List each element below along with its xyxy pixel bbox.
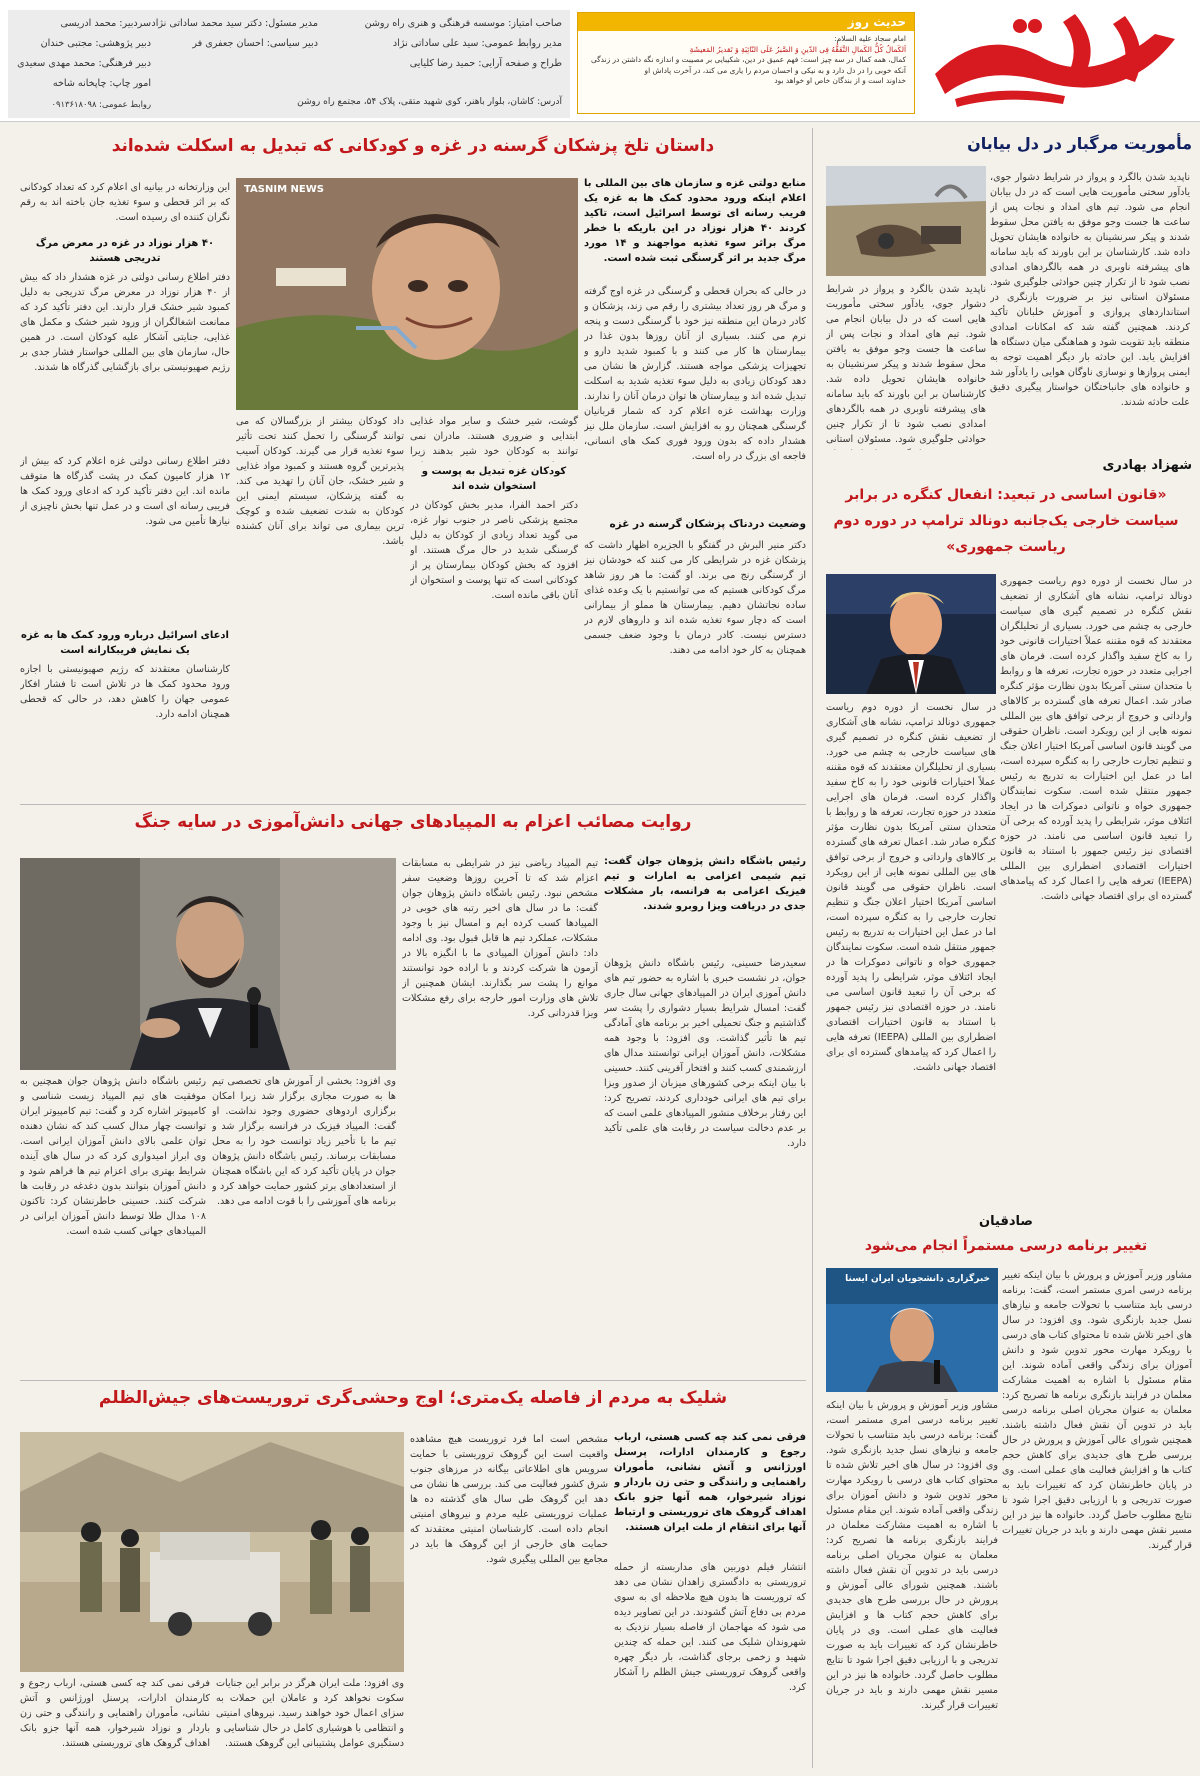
gaza-subhead: کودکان غزه تبدیل به پوست و استخوان شده اند [421,466,567,492]
hadith-box [577,12,915,114]
gaza-body: کارشناسان معتقدند که رژیم صهیونیستی با اجازه ورود محدود کمک ها در تلاش است تا فشار افکار عمومی جهان را کاهش دهد، در حالی که قحطی همچنان ادامه دارد. [20,664,230,720]
gaza-subhead: ادعای اسرائیل درباره ورود کمک ها به غزه یک نمایش فریبکارانه است [21,630,229,656]
gaza-body: دکتر منیر البرش در گفتگو با الجزیره اظهار داشت که پزشکان غزه در شرایطی کار می کنند که خودشان نیز از گرسنگی رنج می برند. او گفت: ما هر روز شاهد مرگ کودکانی هستیم که می توانستیم با یک وعده غذای ساده نجاتشان دهیم. بیمارستان ها مملو از بیمارانی است که دچار سوء تغذیه شده اند و داروهای لازم در دسترس نیست. کادر درمان با وجود ضعف جسمی همچنان به کار خود ادامه می دهند. [584,540,806,656]
gaza-title: داستان تلخ پزشکان گرسنه در غزه و کودکانی که تبدیل به اسکلت شده‌اند [111,136,715,156]
gaza-body: این وزارتخانه در بیانیه ای اعلام کرد که تعداد کودکانی که بر اثر قحطی و سوء تغذیه جان باخته اند به رقم نگران کننده ای رسیده است. [20,182,230,223]
gaza-body: دفتر اطلاع رسانی دولتی در غزه هشدار داد که بیش از ۴۰ هزار نوزاد در معرض مرگ تدریجی به دلیل کمبود شیر خشک قرار دارند. این دفتر تأکید کرد که ممانعت اشغالگران از ورود شیر خشک و مکمل های غذایی، جنایتی آشکار علیه کودکان است. در همین حال، سازمان های بین المللی خواستار فشار جدی بر رژیم صهیونیستی برای بازگشایی گذرگاه ها شدند. [20,272,230,373]
staff-line: مدیر روابط عمومی: سید علی ساداتی نژاد [392,38,562,49]
trump-photo [826,574,996,694]
staff-line: دبیر پژوهشی: مجتبی خندان [40,38,151,49]
article-kicker: صادقیان [979,1214,1033,1229]
olympiad-body: رئیس باشگاه دانش پژوهان جوان همچنین به موفقیت های تیم المپیاد زیست شناسی و کامپیوتر اشاره کرد و گفت: تیم کامپیوتر ایران توانست چهار مدال کسب کند که نشان دهنده توان علمی بالای دانش آموزان ایرانی است. وی ابراز امیدواری کرد که در سال های آینده شرایط بهتری برای اعزام تیم ها فراهم شود و دانش آموزان بتوانند بدون دغدغه در رقابت ها شرکت کنند. حسینی خاطرنشان کرد: تاکنون ۱۰۸ مدال طلا توسط دانش آموزان ایرانی در المپیادهای جهانی کسب شده است. [20,1076,206,1237]
militants-photo [20,1432,404,1672]
article-body: در سال نخست از دوره دوم ریاست جمهوری دونالد ترامپ، نشانه های آشکاری از تضعیف نقش کنگره در تصمیم گیری های سیاست خارجی به چشم می خورد. بسیاری از تحلیلگران معتقدند که قوه مقننه عملاً اختیارات قانونی خود را به کاخ سفید واگذار کرده است. فرمان های اجرایی متعدد در حوزه تجارت، تعرفه ها و روابط با متحدان سنتی آمریکا بدون نظارت مؤثر کنگره صادر شد. اعمال تعرفه های گسترده بر کالاهای وارداتی و خروج از برخی توافق های بین المللی نمونه هایی از این رویکرد است. ناظران حقوقی می گویند قانون اساسی آمریکا اختیار اعلان جنگ و تنظیم تجارت خارجی را به کنگره سپرده است، اما در عمل این اختیارات به تدریج به رئیس جمهور منتقل شده است. سکوت نمایندگان جمهوری خواه و ناتوانی دموکرات ها در ایجاد ائتلاف موثر، شرایطی را پدید آورده که برخی آن را تبعید قانون اساسی می نامند. در حوزه اقتصادی نیز رئیس جمهور با استناد به قانون اختیارات اقتصادی اضطراری بین المللی (IEEPA) تعرفه هایی را اعمال کرد که پیامدهای گسترده ای برای اقتصاد جهانی داشت. [1000,576,1192,902]
education-official-photo [826,1268,998,1392]
olympiad-title: روایت مصائب اعزام به المپیادهای جهانی دانش‌آموزی در سایه جنگ [134,812,692,832]
article-body-cont: ناپدید شدن بالگرد و پرواز در شرایط دشوار جوی، یادآور سختی مأموریت هایی است که در دل بیابان انجام می شود. تیم های امداد و نجات پس از ساعت ها جست وجو موفق به یافتن محل سقوط شدند و پیکر سرنشینان به خانواده هایشان تحویل داده شد. کارشناسان بر این باورند که باید سامانه های پیشرفته ناوبری در همه بالگردهای امدادی نصب شود تا از تکرار چنین حوادثی جلوگیری شود. مسئولان استانی [826,284,986,445]
staff-info [8,10,570,118]
staff-line: روابط عمومی: ۰۹۱۳۶۱۸۰۹۸ [51,99,151,109]
jaish-body: مشخص است اما فرد تروریست هیچ مشاهده واقعیت است این گروهک تروریستی با حمایت سرویس های اطلاعاتی بیگانه در مرزهای جنوب شرق کشور فعالیت می کند. بررسی ها نشان می دهد این گروهک طی سال های گذشته ده ها عملیات تروریستی علیه مردم و نیروهای امنیتی انجام داده است. کارشناسان امنیتی معتقدند که حمایت های خارجی از این گروهک ها باید در مجامع بین المللی پیگیری شود. [410,1434,608,1565]
article-body-cont: مشاور وزیر آموزش و پرورش با بیان اینکه تغییر برنامه درسی امری مستمر است، گفت: برنامه درسی باید متناسب با تحولات جامعه و نیازهای نسل جدید بازنگری شود. وی افزود: در سال های اخیر تلاش شده تا محتوای کتاب های درسی با رویکرد مهارت محور تدوین شود و دانش آموزان برای زندگی واقعی آماده شوند. این مقام مسئول با اشاره به اهمیت مشارکت معلمان در فرایند بازنگری برنامه ها تصریح کرد: معلمان به عنوان مجریان اصلی برنامه درسی باید در تدوین آن نقش فعال داشته باشند. همچنین شورای عالی آموزش و پرورش در حال بررسی طرح های جدیدی برای کاهش حجم کتاب ها و افزایش فعالیت های عملی است. وی در پایان خاطرنشان کرد که تغییرات باید به صورت تدریجی و با ارزیابی دقیق اجرا شود تا نتایج مطلوب حاصل گردد. خانواده ها نیز در این مسیر نقش مهمی دارند و باید در جریان تغییرات قرار گیرند. [826,1400,998,1711]
olympiad-official-photo [20,858,396,1070]
gaza-subhead: ۴۰ هزار نوزاد در غزه در معرض مرگ تدریجی هستند [35,238,215,264]
olympiad-body: وی افزود: بخشی از آموزش های تخصصی تیم ها به صورت مجازی برگزار شد زیرا امکان برگزاری اردوهای حضوری وجود نداشت. او گفت: المپیاد فیزیک در فرانسه برگزار شد و تیم ما با تأخیر زیاد توانست خود را به محل مسابقات برساند. رئیس باشگاه دانش پژوهان جوان در پایان تأکید کرد که این باشگاه همچنان از استعدادهای برتر کشور حمایت خواهد کرد و برنامه های آموزشی را با قوت ادامه می دهد. [212,1076,396,1207]
hadith-line: آنکه خوبی را در دل دارد و به نیکی و احسان مردم را یاری می کند، در آخرت پاداش او [644,65,906,75]
hadith-line: کمال، همه کمال در سه چیز است: فهم عمیق در دین، شکیبایی بر مصیبت و اندازه نگه داشتن در زندگی [590,55,906,65]
gaza-subhead: وضعیت دردناک پزشکان گرسنه در غزه [609,518,806,530]
jaish-body: فرقی نمی کند چه کسی هستی، ارباب رجوع و کارمندان ادارات، پرسنل اورژانس و آتش نشانی، مأموران راهنمایی و رانندگی و حتی زن باردار و نوزاد شیرخوار، همه آنها جزو بانک اهداف گروهک های تروریستی هستند. [20,1678,210,1749]
staff-address: آدرس: کاشان، بلوار باهنر، کوی شهید متقی، پلاک ۵۴، مجتمع راه روشن [297,97,562,107]
article-title: «قانون اساسی در تبعید: انفعال کنگره در برابر سیاست خارجی یک‌جانبه دونالد ترامپ در دوره دوم ریاست جمهوری» [833,487,1179,555]
jaish-title: شلیک به مردم از فاصله یک‌متری؛ اوج وحشی‌گری تروریست‌های جیش‌الظلم [98,1388,728,1408]
gaza-body: دکتر احمد الفرا، مدیر بخش کودکان در مجتمع پزشکی ناصر در جنوب نوار غزه، می گوید تعداد زیادی از کودکان به دلیل گرسنگی شدید در حال مرگ هستند. او افزود که بخش کودکان بیمارستان پر از کودکانی است که تنها پوست و استخوان از آنان باقی مانده است. [410,500,578,601]
article-body: مشاور وزیر آموزش و پرورش با بیان اینکه تغییر برنامه درسی امری مستمر است، گفت: برنامه درسی باید متناسب با تحولات جامعه و نیازهای نسل جدید بازنگری شود. وی افزود: در سال های اخیر تلاش شده تا محتوای کتاب های درسی با رویکرد مهارت محور تدوین شود و دانش آموزان برای زندگی واقعی آماده شوند. این مقام مسئول با اشاره به اهمیت مشارکت معلمان در فرایند بازنگری برنامه ها تصریح کرد: معلمان به عنوان مجریان اصلی برنامه درسی باید در تدوین آن نقش فعال داشته باشند. همچنین شورای عالی آموزش و پرورش در حال بررسی طرح های جدیدی برای کاهش حجم کتاب ها و افزایش فعالیت های عملی است. وی در پایان خاطرنشان کرد که تغییرات باید به صورت تدریجی و با ارزیابی دقیق اجرا شود تا نتایج مطلوب حاصل گردد. خانواده ها نیز در این مسیر نقش مهمی دارند و باید در جریان تغییرات قرار گیرند. [1002,1270,1192,1551]
olympiad-body: سعیدرضا حسینی، رئیس باشگاه دانش پژوهان جوان، در نشست خبری با اشاره به حضور تیم های دانش آموزی ایران در المپیادهای جهانی سال جاری گفت: امسال شرایط بسیار دشواری را پشت سر گذاشتیم و جنگ تحمیلی اخیر بر برنامه های آمادگی تیم ها تأثیر گذاشت. وی افزود: با وجود همه مشکلات، دانش آموزان ایرانی توانستند مدال های ارزشمندی کسب کنند و افتخار آفرینی کنند. حسینی با بیان اینکه برخی کشورهای میزبان از صدور ویزا برای تیم های ایرانی خودداری کردند، تصریح کرد: این رفتار برخلاف منشور المپیادهای علمی است که بر عدم دخالت سیاست در رقابت های علمی تأکید دارد. [604,958,806,1149]
article-kicker: شهزاد بهادری [1102,458,1192,473]
gaza-body: داد کودکان بیشتر از بزرگسالان که می توانند گرسنگی را تحمل کنند تحت تأثیر سوء تغذیه قرار می گیرند. کودکان آسیب پذیرترین گروه هستند و کمبود مواد غذایی و شیر خشک، جان آنان را تهدید می کند. به گفته پزشکان، سیستم ایمنی این کودکان به شدت تضعیف شده و کوچک ترین بیماری می تواند برای آنان کشنده باشد. [236,416,404,547]
staff-line: امور چاپ: چاپخانه شاخه [52,78,151,89]
article-title: مأموریت مرگبار در دل بیابان [967,134,1192,153]
hadith-title: حدیث روز [578,13,914,31]
hadith-line: امام سجاد علیه السلام: [834,34,906,43]
gaza-child-photo [236,178,578,410]
photo-label: TASNIM NEWS [244,184,324,195]
photo-caption: خبرگزاری دانشجویان ایران ایسنا [845,1274,990,1284]
gaza-lead: منابع دولتی غزه و سازمان های بین المللی با اعلام اینکه ورود محدود کمک ها به غزه یک فریب رسانه ای توسط اسرائیل است، تاکید کردند ۴۰ هزار نوزاد در این باریکه با خطر مرگ براثر سوء تغذیه مواجهند و ۱۴ مورد مرگ جدید بر اثر گرسنگی ثبت شده است. [584,178,806,264]
staff-line: دبیر فرهنگی: محمد مهدی سعیدی [17,58,151,69]
article-body-cont: در سال نخست از دوره دوم ریاست جمهوری دونالد ترامپ، نشانه های آشکاری از تضعیف نقش کنگره در تصمیم گیری های سیاست خارجی به چشم می خورد. بسیاری از تحلیلگران معتقدند که قوه مقننه عملاً اختیارات قانونی خود را به کاخ سفید واگذار کرده است. فرمان های اجرایی متعدد در حوزه تجارت، تعرفه ها و روابط با متحدان سنتی آمریکا بدون نظارت مؤثر کنگره صادر شد. اعمال تعرفه های گسترده بر کالاهای وارداتی و خروج از برخی توافق های بین المللی نمونه هایی از این رویکرد است. ناظران حقوقی می گویند قانون اساسی آمریکا اختیار اعلان جنگ و تنظیم تجارت خارجی را به کنگره سپرده است، اما در عمل این اختیارات به تدریج به رئیس جمهور منتقل شده است. سکوت نمایندگان جمهوری خواه و ناتوانی دموکرات ها در ایجاد ائتلاف موثر، شرایطی را پدید آورده که برخی آن را تبعید قانون اساسی می نامند. در حوزه اقتصادی نیز رئیس جمهور با استناد به قانون اختیارات اقتصادی اضطراری بین المللی (IEEPA) تعرفه هایی را اعمال کرد که پیامدهای گسترده ای برای اقتصاد جهانی داشت. [826,702,996,1073]
staff-line: طراح و صفحه آرایی: حمید رضا کلیایی [409,58,562,69]
crash-photo [826,166,986,276]
staff-line: مدیر مسئول: دکتر سید محمد ساداتی نژاد [151,18,318,29]
staff-line: صاحب امتیاز: موسسه فرهنگی و هنری راه روشن [364,18,562,29]
olympiad-lead: رئیس باشگاه دانش پژوهان جوان گفت: تیم شیمی اعزامی به امارات و تیم فیزیک اعزامی به فرانسه، بار مشکلات جدی در دریافت ویزا روبرو شدند. [604,856,806,912]
article-body: ناپدید شدن بالگرد و پرواز در شرایط دشوار جوی، یادآور سختی مأموریت هایی است که در دل بیابان انجام می شود. تیم های امداد و نجات پس از ساعت ها جست وجو موفق به یافتن محل سقوط شدند و پیکر سرنشینان به خانواده هایشان تحویل داده شد. کارشناسان بر این باورند که باید سامانه های پیشرفته ناوبری در همه بالگردهای امدادی نصب شود تا از تکرار چنین حوادثی جلوگیری شود. مسئولان استانی نیز بر ضرورت بازنگری در استانداردهای پروازی و آموزش خلبانان تأکید کردند. همچنین گفته شد که امکانات امدادی منطقه باید تقویت شود و هماهنگی میان دستگاه ها افزایش یابد. این حادثه بار دیگر اهمیت توجه به ایمنی پروازها و نوسازی ناوگان هوایی را یادآور شد و خانواده های جانباختگان خواستار پیگیری دقیق علت حادثه شدند. [990,172,1190,408]
staff-line: دبیر سیاسی: احسان جعفری فر [192,38,318,49]
jaish-body: انتشار فیلم دوربین های مداربسته از حمله تروریستی به دادگستری زاهدان نشان می دهد که تروریست ها بدون هیچ ملاحظه ای به سوی مردم بی دفاع آتش گشودند. در این تصاویر دیده می شود که مهاجمان از فاصله بسیار نزدیک به شهروندان شلیک می کنند. این حمله که چندین شهید و زخمی برجای گذاشت، بار دیگر چهره واقعی گروهک تروریستی جیش الظلم را آشکار کرد. [614,1562,806,1693]
hadith-line: اَلکَمالُ کُلُّ الکَمالِ التَّفَقُّهُ فِی الدّینِ وَ الصَّبرُ عَلَی النّائِبَةِ وَ تَقدیرُ المَعیشَةِ [689,44,906,54]
article-title: تغییر برنامه درسی مستمراً انجام می‌شود [864,1238,1148,1254]
gaza-body: دفتر اطلاع رسانی دولتی غزه اعلام کرد که بیش از ۱۲ هزار کامیون کمک در پشت گذرگاه ها متوقف مانده اند. این دفتر تأکید کرد که ادعای ورود کمک ها فریبی رسانه ای است و در عمل تنها بخش ناچیزی از نیازها تأمین می شود. [20,456,230,527]
staff-line: سردبیر: محمد ادریسی [60,18,151,29]
hadith-line: خداوند است و از بندگان خاص او خواهد بود [774,76,906,86]
jaish-body: وی افزود: ملت ایران هرگز در برابر این جنایات سکوت نخواهد کرد و عاملان این حملات به سزای اعمال خود خواهند رسید. نیروهای امنیتی و انتظامی با هوشیاری کامل در حال شناسایی و دستگیری عوامل پشتیبانی این گروهک هستند. [216,1678,404,1749]
jaish-lead: فرقی نمی کند چه کسی هستی، ارباب رجوع و کارمندان ادارات، پرسنل اورژانس و آتش نشانی، مأموران راهنمایی و رانندگی و حتی زن باردار و نوزاد شیرخوار، همه آنها جزو بانک اهداف گروهک های تروریستی و ارتباط آنها برای انتقام از ملت ایران هستند. [614,1432,806,1533]
gaza-body: گوشت، شیر خشک و سایر مواد غذایی ابتدایی و ضروری هستند. مادران نمی توانند به کودکان خود شیر بدهند زیرا [410,416,578,457]
newspaper-logo [925,4,1195,116]
olympiad-body: تیم المپیاد ریاضی نیز در شرایطی به مسابقات اعزام شد که تا آخرین روزها وضعیت سفر مشخص نبود. رئیس باشگاه دانش پژوهان جوان گفت: ما در سال های اخیر رتبه های خوبی در المپیادها کسب کرده ایم و امسال نیز با وجود مشکلات، عملکرد تیم ها قابل قبول بود. وی ادامه داد: دانش آموزان المپیادی ما با انگیزه بالا در آزمون ها شرکت کردند و با اراده خود توانستند موانع را پشت سر بگذارند. ایشان همچنین از تلاش های وزارت امور خارجه برای رفع مشکلات ویزا قدردانی کرد. [402,858,598,1019]
gaza-body: در حالی که بحران قحطی و گرسنگی در غزه اوج گرفته و مرگ هر روز تعداد بیشتری را رقم می زند، پزشکان و کادر درمان این منطقه نیز خود با گرسنگی دست و پنجه نرم می کنند. بسیاری از آنان روزها بدون غذا در بیمارستان ها کار می کنند و با کمبود شدید دارو و تجهیزات پزشکی مواجه هستند. گزارش ها نشان می دهد کودکان زیادی به دلیل سوء تغذیه شدید به اسکلت تبدیل شده اند و بیمارستان ها توان درمان آنان را ندارند. وزارت بهداشت غزه اعلام کرد که شمار قربانیان گرسنگی همچنان رو به افزایش است. سازمان ملل نیز هشدار داده که بدون ورود فوری کمک های انسانی، فاجعه ای بزرگ در راه است. [584,286,806,462]
